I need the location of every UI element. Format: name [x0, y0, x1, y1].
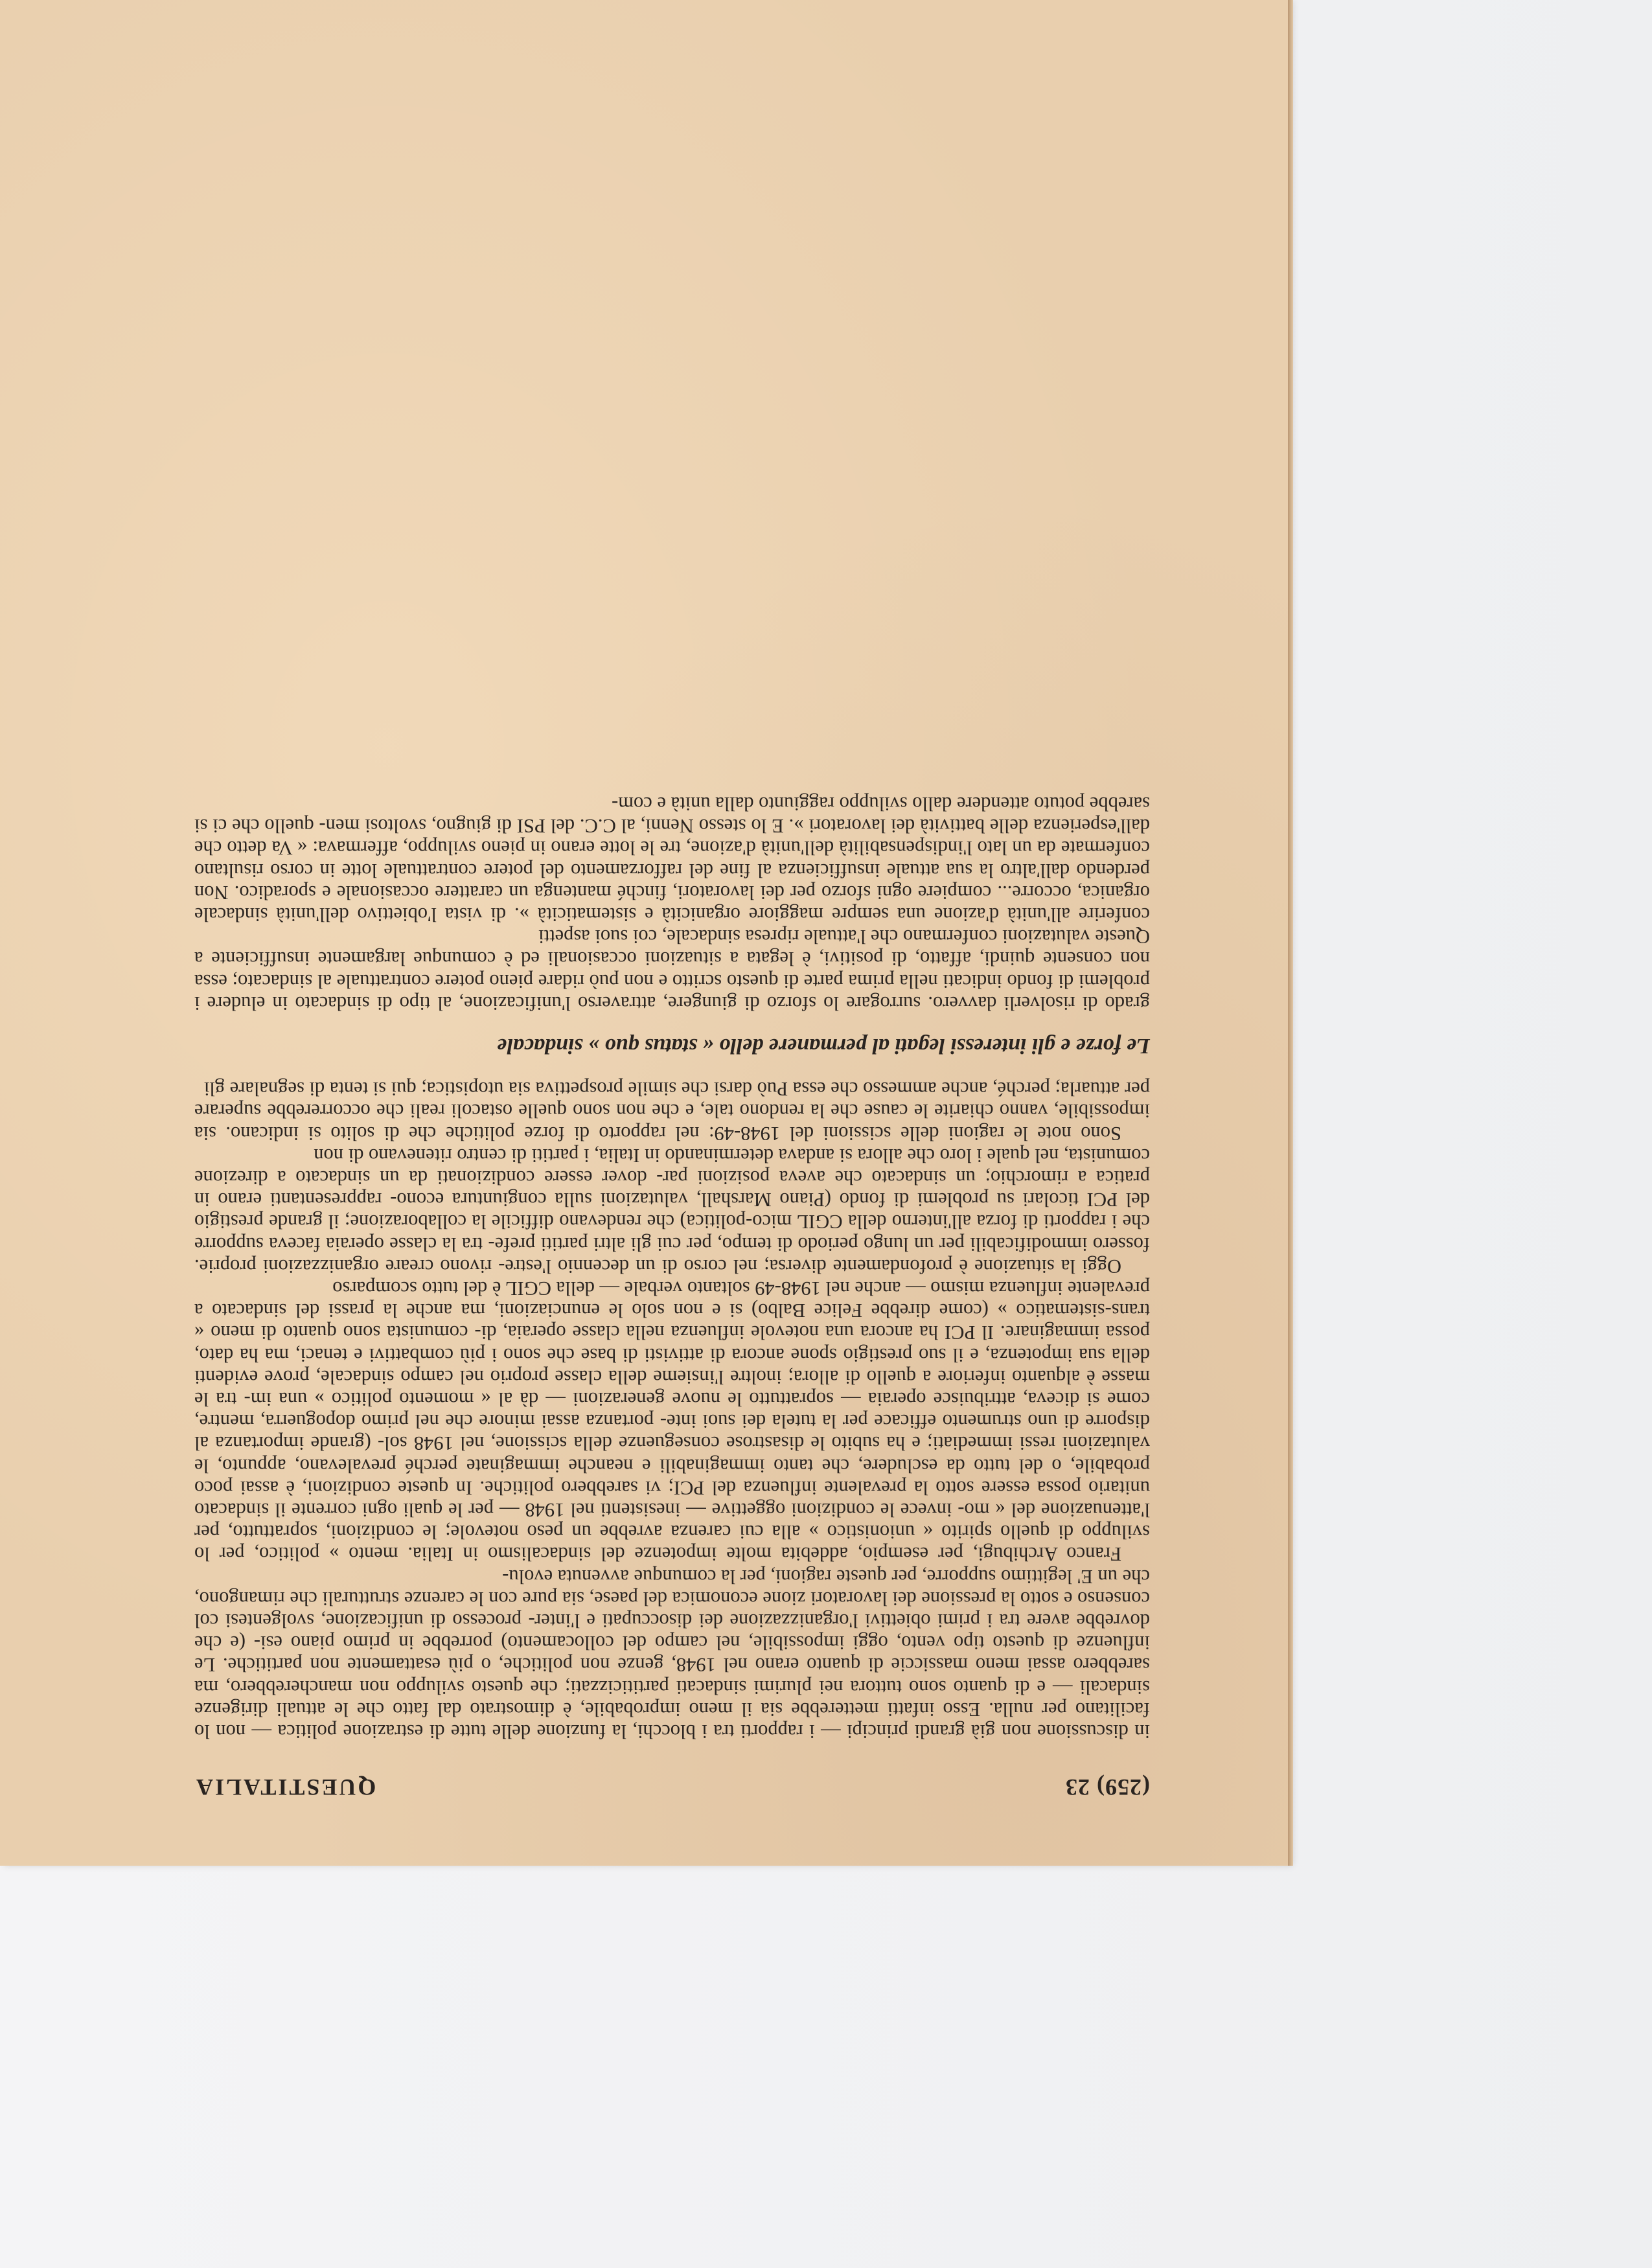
- paragraph: Oggi la situazione è profondamente diversa; nel corso di un decennio l'estre- rivono creare organizzazioni proprie. fossero immodificabili per un lungo periodo di tempo, per cui gli altri partiti prefe- tra la classe operaia faceva supporre che i rapporti di forza all'interno della CGIL mico-politica) che rendevano difficile la collaborazione; il grande prestigio del PCI ticolari su problemi di fondo (Piano Marshall, valutazioni sulla congiuntura econo- rappresentanti erano in pratica a rimorchio; un sindacato che aveva posizioni par- dover essere condizionati da un sindacato a direzione comunista, nel quale i loro che allora si andava determinando in Italia, i partiti di centro ritenevano di non: [194, 1144, 1150, 1277]
- section-heading: Le forze e gli interessi legati al permanere dello « status quo » sindacale: [497, 1033, 1150, 1058]
- running-header: [194, 1762, 1150, 1801]
- journal-title: QUESTITALIA: [194, 1774, 376, 1800]
- paragraph: Sono note le ragioni delle scissioni del 1948-49: nel rapporto di forze politiche che di solito si indicano. sia impossibile, vanno chiarite le cause che la rendono tale, e che non sono quelle ostacoli reali che occorrerebbe superare per attuarla; perché, anche ammesso che essa Può darsi che simile prospettiva sia utopistica; qui si tenta di segnalare gli: [194, 1078, 1150, 1145]
- page-content-rotated: [194, 130, 1150, 1801]
- paragraph: grado di risolverli davvero. surrogare lo sforzo di giungere, attraverso l'unificazione, al tipo di sindacato in eludere i problemi di fondo indicati nella prima parte di questo scritto e non può ridare pieno potere contrattuale al sindacato; essa non consente quindi, affatto, di positivi, è legata a situazioni occasionali ed è comunque largamente insufficiente a Queste valutazioni confermano che l'attuale ripresa sindacale, coi suoi aspetti: [194, 926, 1150, 1014]
- paragraph: conferire all'unità d'azione una sempre maggiore organicità e sistematicità ». di vista l'obiettivo dell'unità sindacale organica, occorre... compiere ogni sforzo per dei lavoratori, finché mantenga un carattere occasionale e sporadico. Non perdendo dall'altro la sua attuale insufficienza al fine del rafforzamento del potere contrattuale lotte in corso risultano confermate da un lato l'indispensabilità dell'unità d'azione, tre le lotte erano in pieno sviluppo, affermava: « Va detto che dall'esperienza delle battività dei lavoratori ». E lo stesso Nenni, al C.C. del PSI di giugno, svoltosi men- quello che ci si sarebbe potuto attendere dallo sviluppo raggiunto dalla unità e com-: [194, 793, 1150, 926]
- paragraph: in discussione non già grandi principi — i rapporti tra i blocchi, la funzione delle tutte di estrazione politica — non lo facilitano per nulla. Esso infatti metterebbe sia il meno improbabile, è dimostrato dal fatto che le attuali dirigenze sindacali — e di quanto sono tuttora nei plurimi sindacati partiticizzati; che questo sviluppo non mancherebbero, ma sarebbero assai meno massiccie di quanto erano nel 1948, genze non politiche, o più esattamente non partitiche. Le influenze di questo tipo vento, oggi impossibile, nel campo del collocamento) porrebbe in primo piano esi- (e che dovrebbe avere tra i primi obiettivi l'organizzazione dei disoccupati e l'inter- processo di unificazione, svolgentesi col consenso e sotto la pressione dei lavoratori zione economica del paese, sia pure con le carenze strutturali che rimangono, che un E' legittimo supporre, per queste ragioni, per la comunque avvenuta evolu-: [194, 1565, 1150, 1743]
- page-edge: [1288, 0, 1293, 1866]
- page-number: (259) 23: [1065, 1774, 1150, 1800]
- paragraph: Franco Archibugi, per esempio, addebita molte impotenze del sindacalismo in Italia. mento » politico, per lo sviluppo di quello spirito « unionistico » alla cui carenza avrebbe un peso notevole; le condizioni, soprattutto, per l'attenuazione del « mo- invece le condizioni oggettive — inesistenti nel 1948 — per le quali ogni corrente il sindacato unitario possa essere sotto la prevalente influenza del PCI; vi sarebbero politiche. In queste condizioni, è assai poco probabile, o del tutto da escludere, che tanto immaginabili e neanche immaginate perché prevalevano, appunto, le valutazioni ressi immediati; e ha subito le disastrose conseguenze della scissione, nel 1948 sol- (grande importanza al disporre di uno strumento efficace per la tutela dei suoi inte- portanza assai minore che nel primo dopoguerra, mentre, come si diceva, attribuisce operaia — soprattutto le nuove generazioni — dà al « momento politico » una im- tra le masse è alquanto inferiore a quello di allora; inoltre l'insieme della classe proprio nel campo sindacale, prove evidenti della sua impotenza, e il suo prestigio spone ancora di attivisti di base che sono i più combattivi e tenaci, ma ha dato, possa immaginare. Il PCI ha ancora una notevole influenza nella classe operaia, di- comunista sono quanto di meno « trans-sistematico » (come direbbe Felice Balbo) si e non solo le enunciazioni, ma anche la prassi del sindacato a prevalente influenza mismo — anche nel 1948-49 soltanto verbale — della CGIL è del tutto scomparso: [194, 1277, 1150, 1566]
